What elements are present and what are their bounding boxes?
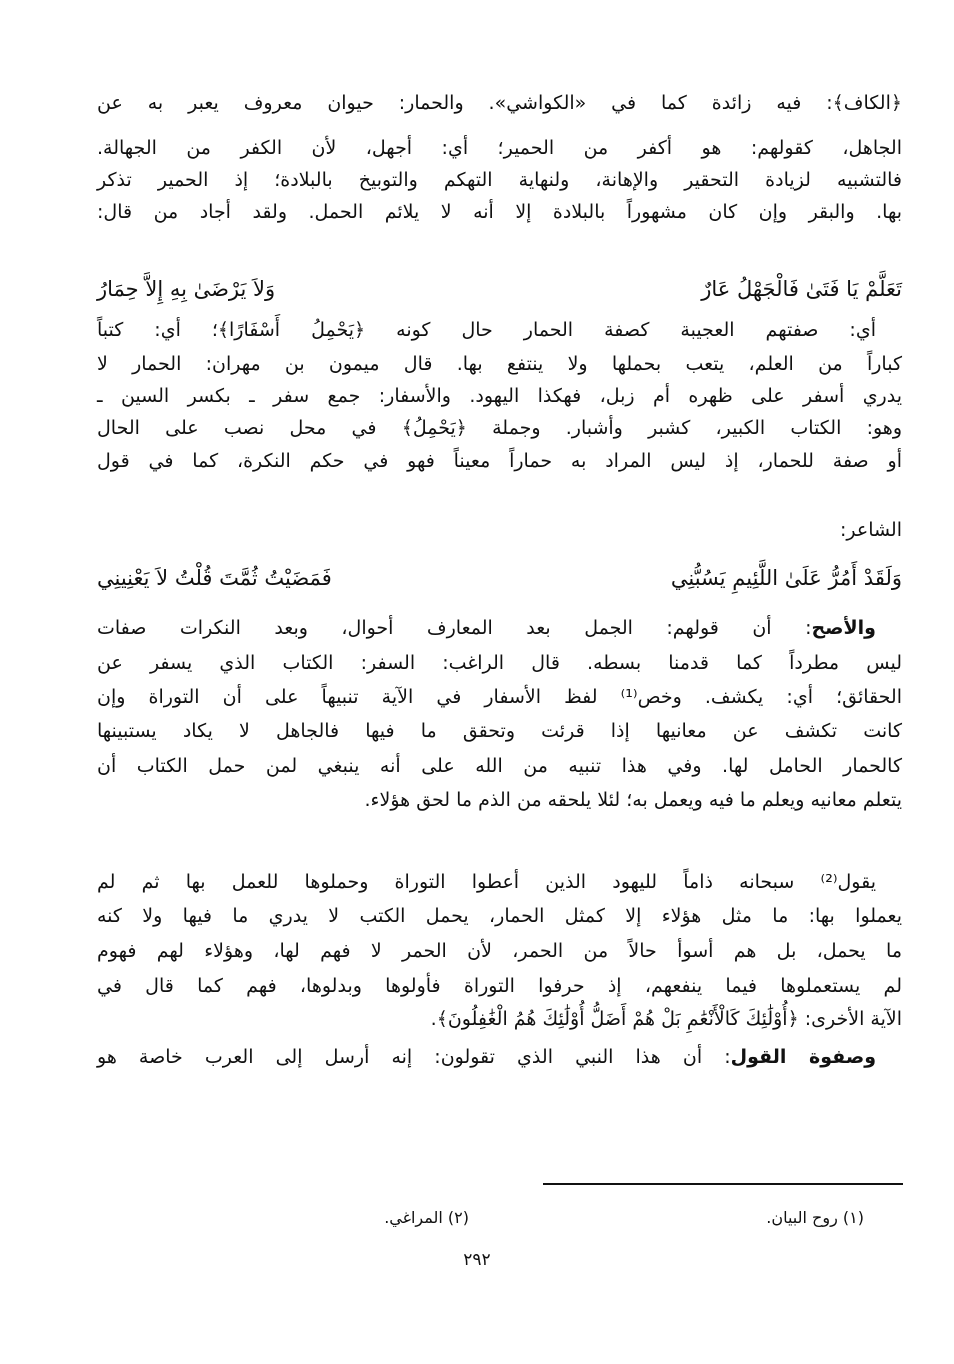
text-line: أو صفة للحمار، إذ ليس المراد به حماراً معيناً فهو في حكم النكرة، كما في قول: [97, 450, 902, 472]
text-line: ليس مطرداً كما قدمنا بسطه. قال الراغب: السفر: الكتاب الذي يسفر عن: [97, 652, 902, 674]
verse-second-hemistich: وَلاَ يَرْضَىٰ بِهِ إِلاَّ حِمَارُ: [97, 277, 276, 301]
verse-first-hemistich: وَلَقَدْ أَمُرُّ عَلَىٰ اللَّئِيمِ يَسُبُّنِي: [670, 566, 902, 590]
verse-second-hemistich: فَمَضَيْتُ ثُمَّتَ قُلْتُ لاَ يَعْنِينِي: [97, 566, 332, 590]
text-line: كباراً من العلم، يتعب بحملها ولا ينتفع بها. قال ميمون بن مهران: الحمار لا: [97, 353, 902, 375]
poetry-verse: [97, 271, 902, 307]
text-line: وهو: الكتاب الكبير، كشبر وأشبار. وجملة ﴿يَحْمِلُ﴾ في محل نصب على الحال: [97, 417, 902, 439]
footnote-2: (٢) المراغي.: [384, 1208, 469, 1227]
text-line: [97, 1042, 902, 1072]
text-line: فالتشبيه لزيادة التحقير والإهانة، ولنهاية التهكم والتوبيخ بالبلادة؛ إذ الحمير تذكر: [97, 169, 902, 191]
bold-lead: والأصح: [811, 617, 876, 639]
text-run: : أن قولهم: الجمل بعد المعارف أحوال، وبعد النكرات صفات: [97, 617, 812, 639]
text-line: يعملوا بها: ما مثل هؤلاء إلا كمثل الحمار، يحمل الكتب لا يدري ما فيها ولا كنه: [97, 905, 902, 927]
text-line: أي: صفتهم العجيبة كصفة الحمار حال كونه ﴿يَحْمِلُ أَسْفَارًا﴾؛ أي: كتباً: [97, 319, 876, 341]
text-line: يدري أسفر على ظهره أم زبل، فهكذا اليهود. والأسفار: جمع سفر ـ بكسر السين ـ: [97, 385, 902, 407]
text-line: يقول⁽²⁾ سبحانه ذاماً لليهود الذين أعطوا التوراة وحملوها للعمل بها ثم لم: [97, 871, 876, 893]
text-line: ﴿الكاف﴾: فيه زائدة كما في «الكواشي». والحمار: حيوان معروف يعبر به عن: [97, 92, 902, 114]
footnote-divider: [543, 1183, 903, 1185]
text-line: الشاعر:: [839, 519, 902, 541]
verse-first-hemistich: تَعَلَّمْ يَا فَتَىٰ فَالْجَهْلُ عَارٌ: [701, 277, 902, 301]
text-run: : أن هذا النبي الذي تقولون: إنه أرسل إلى العرب خاصة هو: [97, 1046, 731, 1068]
text-line: الآية الأخرى: ﴿أُوْلَٰئِكَ كَالْأَنْعَٰمِ بَلْ هُمْ أَضَلُّ أُوْلَٰئِكَ هُمُ الْغَٰفِلُونَ﴾.: [430, 1008, 902, 1030]
text-line: الجاهل، كقولهم: هو أكفر من الحمير؛ أي: أجهل، لأن الكفر من الجهالة.: [97, 137, 902, 159]
text-line: يتعلم معانيه ويعلم ما فيه ويعمل به؛ لئلا يلحقه من الذم ما لحق هؤلاء.: [364, 789, 902, 811]
text-line: كانت تكشف عن معانيها إذا قرئت وتحقق ما فيها فالجاهل لا يكاد يستبينها: [97, 720, 902, 742]
text-line: لم يستعملوها فيما ينفعهم، إذ حرفوا التوراة فأولوها وبدلوها، فهم كما قال في: [97, 975, 902, 997]
text-line: [97, 613, 902, 643]
footnote-1: (١) روح البيان.: [766, 1208, 864, 1227]
bold-lead: وصفوة القول: [730, 1046, 877, 1068]
text-line: كالحمار الحامل لها. وفي هذا تنبيه من الله على أنه ينبغي لمن حمل الكتاب أن: [97, 755, 902, 777]
poetry-verse: [97, 560, 902, 596]
text-line: بها. والبقر وإن كان مشهوراً بالبلادة إلا أنه لا يلائم الحمل. ولقد أجاد من قال:: [97, 201, 902, 223]
text-line: الحقائق؛ أي: يكشف. وخص⁽¹⁾ لفظ الأسفار في الآية تنبيهاً على أن التوراة وإن: [97, 686, 902, 708]
text-line: ما يحمل، بل هم أسوأ حالاً من الحمر، لأن الحمر لا فهم لها، وهؤلاء لهم فهوم: [97, 940, 902, 962]
page-number: ٢٩٢: [463, 1250, 491, 1270]
